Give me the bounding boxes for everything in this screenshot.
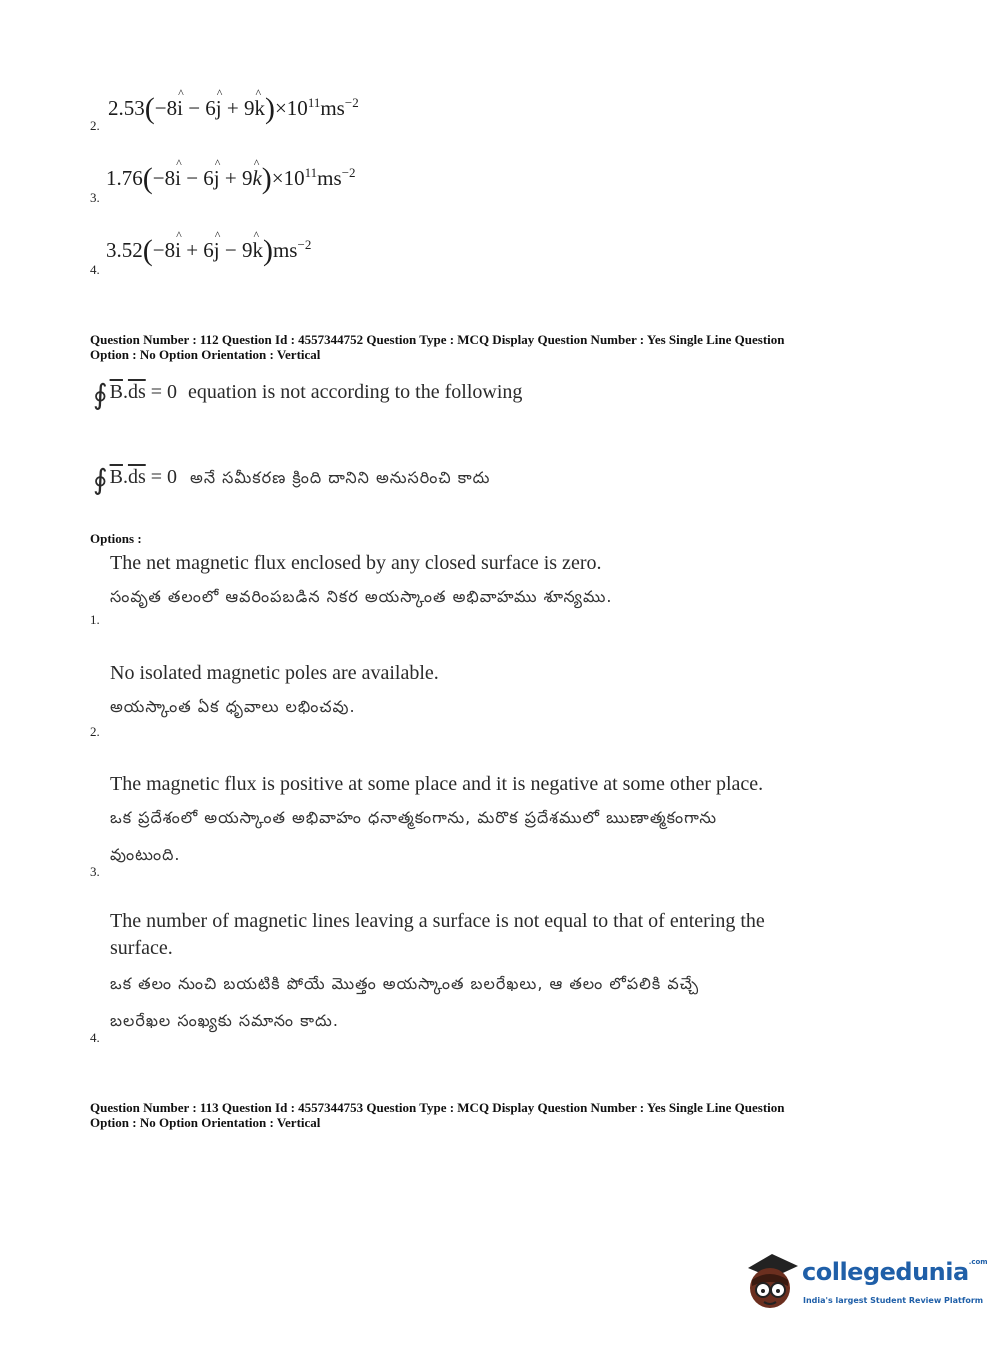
q113-meta-line2: Option : No Option Orientation : Vertical [90,1115,321,1130]
option-2-en: No isolated magnetic poles are available. [110,662,439,684]
option-4-te-line2: బలరేఖల సంఖ్యకు సమానం కాదు. [110,1011,339,1030]
prev-option-2-number: 2. [90,118,100,133]
option-3-number: 3. [90,864,100,879]
option-3-en: The magnetic flux is positive at some place and it is negative at some other place. [110,773,764,795]
option-4-en-line2: surface. [110,937,173,959]
prev-option-4: 3.52(−8i ^ + 6j ^ − 9k $\^{})ms^{-2}$ [106,234,311,268]
option-1-number: 1. [90,612,100,627]
logo-tagline: India's largest Student Review Platform [803,1296,984,1305]
q112-statement-te: ∮ $\overline{B}.\overline{ds} = 0$ అనే సమీకరణ క్రింది దానిని అనుసరించి కాదు [93,465,491,496]
options-label: Options : [90,531,142,546]
option-4[interactable] [110,908,870,1034]
option-2-number: 2. [90,724,100,739]
option-2-te: అయస్కాంత ఏక ధృవాలు లభించవు. [110,697,356,716]
prev-option-3-number: 3. [90,190,100,205]
prev-option-3: 1.76(−8i ^ − 6j ^ + 9k $\^{})\times 10^{11}ms^{-2}$ [106,162,356,196]
option-1-te: సంవృత తలంలో ఆవరింపబడిన నికర అయస్కాంత అభివాహము శూన్యము. [110,587,613,606]
option-3-te-line2: వుంటుంది. [110,845,181,864]
option-1-en: The net magnetic flux enclosed by any closed surface is zero. [110,552,602,574]
option-4-en-line1: The number of magnetic lines leaving a surface is not equal to that of entering the [110,910,765,932]
q112-meta-line1: Question Number : 112 Question Id : 4557344752 Question Type : MCQ Display Question Number : Yes Single Line Question [90,332,785,347]
mascot-icon [742,1250,802,1314]
option-2[interactable] [110,660,850,720]
q112-meta-line2: Option : No Option Orientation : Vertical [90,347,321,362]
option-3[interactable] [110,771,870,868]
option-3-te-line1: ఒక ప్రదేశంలో అయస్కాంత అభివాహం ధనాత్మకంగాను, మరొక ప్రదేశములో ఋణాత్మకంగాను [110,808,718,827]
q112-statement-en: ∮ $\overline{B}.\overline{ds} = 0$ equation is not according to the following [93,380,523,411]
q112-meta [90,332,784,362]
q113-meta-line1: Question Number : 113 Question Id : 4557344753 Question Type : MCQ Display Question Number : Yes Single Line Question [90,1100,785,1115]
prev-option-4-number: 4. [90,262,100,277]
q112-text-te: అనే సమీకరణ క్రింది దానిని అనుసరించి కాదు [190,468,491,487]
logo-name: collegedunia [802,1258,969,1286]
option-1[interactable] [110,550,850,610]
option-4-number: 4. [90,1030,100,1045]
q112-text-en: equation is not according to the following [188,381,523,403]
collegedunia-logo[interactable] [740,1250,988,1320]
option-4-te-line1: ఒక తలం నుంచి బయటికి పోయే మొత్తం అయస్కాంత బలరేఖలు, ఆ తలం లోపలికి వచ్చే [110,974,700,993]
q113-meta [90,1100,784,1130]
prev-option-2: 2.53(−8i ^ − 6j ^ + 9k $\^{})\times 10^{11}ms^{-2}$ [108,92,359,126]
logo-suffix: .com [968,1258,988,1266]
